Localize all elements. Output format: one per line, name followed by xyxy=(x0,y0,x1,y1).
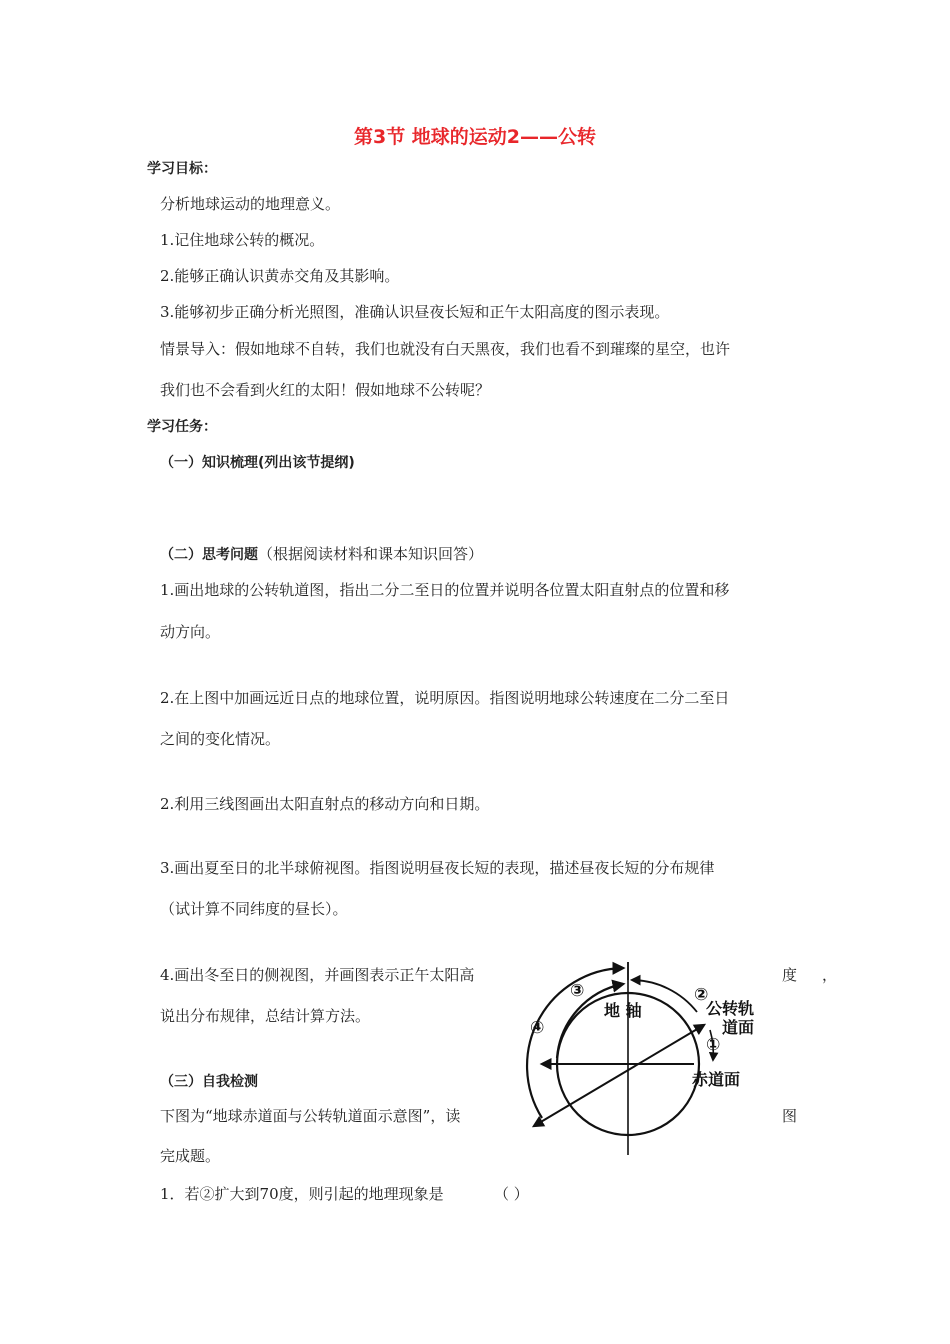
question-2-cont: 之间的变化情况。 xyxy=(160,730,281,748)
part3-heading: （三）自我检测 xyxy=(160,1074,258,1090)
label-equator-plane: 赤道面 xyxy=(692,1070,741,1089)
objective-line: 分析地球运动的地理意义。 xyxy=(160,195,341,213)
check-question-1: 1．若②扩大到70度，则引起的地理现象是 xyxy=(160,1185,444,1203)
part1-heading: （一）知识梳理(列出该节提纲) xyxy=(160,455,355,471)
question-5-end: 度 xyxy=(782,966,798,984)
answer-blank: （ ） xyxy=(494,1185,529,1203)
question-4-cont: （试计算不同纬度的昼长）。 xyxy=(160,900,348,918)
check-instruction-cont: 完成题。 xyxy=(160,1147,221,1165)
question-1-cont: 动方向。 xyxy=(160,623,221,641)
part2-heading xyxy=(160,544,483,564)
equator-orbit-diagram xyxy=(522,950,790,1155)
question-4: 3.画出夏至日的北半球俯视图。指图说明昼夜长短的表现，描述昼夜长短的分布规律 xyxy=(160,859,715,877)
page-title: 第3节 地球的运动2——公转 xyxy=(353,126,597,148)
question-3: 2.利用三线图画出太阳直射点的移动方向和日期。 xyxy=(160,795,490,813)
diagram-figure xyxy=(522,950,790,1155)
question-5-comma: ， xyxy=(822,966,838,984)
check-instruction: 下图为“地球赤道面与公转轨道面示意图”，读 xyxy=(160,1107,461,1125)
intro-line: 情景导入：假如地球不自转，我们也就没有白天黑夜，我们也看不到璀璨的星空，也许 xyxy=(160,340,731,358)
objective-line: 3.能够初步正确分析光照图，准确认识昼夜长短和正午太阳高度的图示表现。 xyxy=(160,303,670,321)
label-angle-1: ① xyxy=(706,1035,721,1055)
label-orbit-plane-2: 道面 xyxy=(722,1018,755,1037)
arc-2 xyxy=(632,980,697,1012)
part2-title: （二）思考问题 xyxy=(160,547,258,563)
label-axis: 地 轴 xyxy=(604,1001,642,1020)
tasks-heading: 学习任务： xyxy=(147,419,217,435)
question-2: 2.在上图中加画远近日点的地球位置，说明原因。指图说明地球公转速度在二分二至日 xyxy=(160,689,730,707)
intro-line: 我们也不会看到火红的太阳！假如地球不公转呢？ xyxy=(160,381,491,399)
label-angle-4: ④ xyxy=(530,1018,545,1038)
label-angle-2: ② xyxy=(694,985,709,1005)
label-angle-3: ③ xyxy=(570,981,585,1001)
label-orbit-plane: 公转轨 xyxy=(706,999,755,1018)
check-instruction-end: 图 xyxy=(782,1107,798,1125)
part2-note: （根据阅读材料和课本知识回答） xyxy=(258,545,484,563)
question-5: 4.画出冬至日的侧视图，并画图表示正午太阳高 xyxy=(160,966,475,984)
question-5-cont: 说出分布规律，总结计算方法。 xyxy=(160,1007,371,1025)
objective-line: 1.记住地球公转的概况。 xyxy=(160,231,325,249)
question-1: 1.画出地球的公转轨道图，指出二分二至日的位置并说明各位置太阳直射点的位置和移 xyxy=(160,581,730,599)
objectives-heading: 学习目标： xyxy=(147,161,217,177)
objective-line: 2.能够正确认识黄赤交角及其影响。 xyxy=(160,267,400,285)
